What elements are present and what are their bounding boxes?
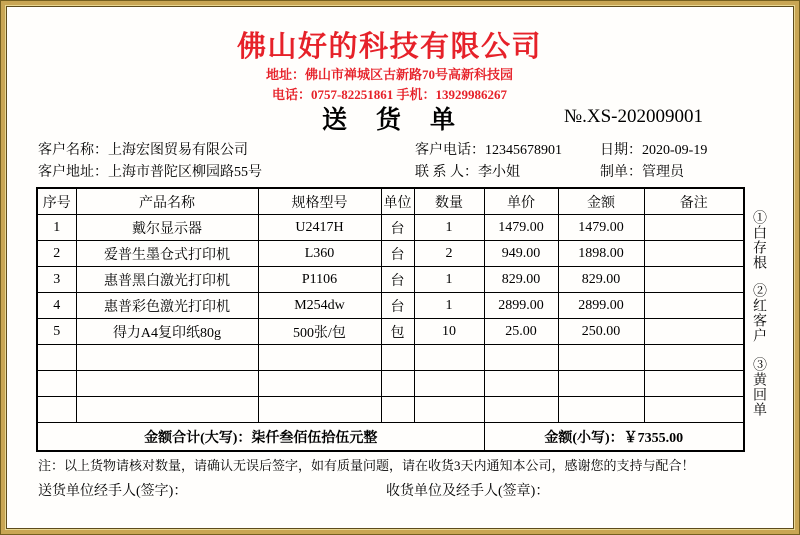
empty-cell [76,371,258,397]
copy-label-red-customer: ②红客户 [751,283,766,343]
cell-amount: 2899.00 [558,293,644,319]
empty-cell [258,371,381,397]
cell-spec: 500张/包 [258,319,381,345]
empty-cell [381,345,414,371]
contact-person-label: 联 系 人： [415,165,478,180]
col-header-serial: 序号 [37,188,76,215]
empty-table-row [37,345,744,371]
table-row [37,293,744,319]
total-amount-in-figures [484,423,744,452]
empty-cell [484,371,558,397]
cell-remark [644,293,744,319]
company-phone: 电话：0757-82251861 手机：13929986267 [271,87,508,102]
cell-serial: 3 [37,267,76,293]
copy-label-yellow-receipt: ③黄回单 [751,357,766,417]
customer-address-value: 上海市普陀区柳园路55号 [108,165,262,180]
customer-address-field [38,161,262,181]
cell-unit: 台 [381,267,414,293]
col-header-remark: 备注 [644,188,744,215]
total-small-value: ￥7355.00 [623,430,684,446]
empty-cell [558,371,644,397]
empty-table-row [37,371,744,397]
empty-cell [484,397,558,423]
empty-cell [644,397,744,423]
empty-cell [558,397,644,423]
receiver-signature-label: 收货单位及经手人(签章)： [386,484,550,499]
cell-remark [644,215,744,241]
table-row [37,267,744,293]
empty-cell [37,345,76,371]
cell-unit-price: 949.00 [484,241,558,267]
cell-qty: 1 [414,215,484,241]
table-header-row [37,188,744,215]
company-address: 地址：佛山市禅城区古新路70号高新科技园 [265,67,513,82]
cell-product-name: 惠普黑白激光打印机 [76,267,258,293]
empty-cell [414,345,484,371]
empty-cell [76,345,258,371]
preparer-label: 制单： [600,165,642,180]
customer-phone-field [415,139,562,159]
col-header-product-name: 产品名称 [76,188,258,215]
cell-qty: 10 [414,319,484,345]
table-row [37,319,744,345]
empty-cell [258,345,381,371]
cell-product-name: 戴尔显示器 [76,215,258,241]
customer-phone-label: 客户电话： [415,143,485,158]
empty-cell [644,371,744,397]
cell-product-name: 惠普彩色激光打印机 [76,293,258,319]
total-small-label: 金额(小写)： [544,430,624,446]
date-label: 日期： [600,143,642,158]
empty-cell [37,397,76,423]
cell-serial: 1 [37,215,76,241]
sender-signature-label: 送货单位经手人(签字)： [38,484,188,499]
cell-amount: 1898.00 [558,241,644,267]
cell-spec: M254dw [258,293,381,319]
empty-cell [414,397,484,423]
total-row [37,423,744,452]
cell-unit: 包 [381,319,414,345]
total-caps-value: 柒仟叁佰伍拾伍元整 [251,430,378,446]
cell-amount: 829.00 [558,267,644,293]
cell-serial: 2 [37,241,76,267]
cell-unit: 台 [381,215,414,241]
cell-remark [644,241,744,267]
cell-spec: U2417H [258,215,381,241]
preparer-field [600,161,684,181]
empty-cell [381,371,414,397]
empty-cell [76,397,258,423]
cell-amount: 250.00 [558,319,644,345]
preparer-value: 管理员 [642,165,684,180]
customer-address-label: 客户地址： [38,165,108,180]
customer-phone-value: 12345678901 [485,143,562,158]
cell-amount: 1479.00 [558,215,644,241]
cell-serial: 4 [37,293,76,319]
table-row [37,241,744,267]
cell-unit-price: 1479.00 [484,215,558,241]
footer-note: 注：以上货物请核对数量，请确认无误后签字，如有质量问题，请在收货3天内通知本公司，感谢您的支持与配合！ [38,458,695,473]
document-title: 送 货 单 [321,107,457,134]
cell-qty: 1 [414,293,484,319]
empty-cell [644,345,744,371]
cell-unit-price: 2899.00 [484,293,558,319]
empty-table-row [37,397,744,423]
empty-cell [484,345,558,371]
date-value: 2020-09-19 [642,143,708,158]
col-header-spec: 规格型号 [258,188,381,215]
cell-product-name: 爱普生墨仓式打印机 [76,241,258,267]
col-header-qty: 数量 [414,188,484,215]
total-amount-in-words [37,423,484,452]
empty-cell [558,345,644,371]
table-row [37,215,744,241]
cell-unit: 台 [381,293,414,319]
cell-qty: 2 [414,241,484,267]
customer-name-value: 上海宏图贸易有限公司 [108,143,248,158]
cell-product-name: 得力A4复印纸80g [76,319,258,345]
col-header-unit: 单位 [381,188,414,215]
cell-remark [644,267,744,293]
cell-remark [644,319,744,345]
empty-cell [258,397,381,423]
contact-person-value: 李小姐 [478,165,520,180]
cell-qty: 1 [414,267,484,293]
document-number: №.XS-202009001 [564,106,703,127]
copy-label-white-stub: ①白存根 [751,210,766,270]
empty-cell [381,397,414,423]
cell-unit-price: 829.00 [484,267,558,293]
cell-spec: L360 [258,241,381,267]
col-header-amount: 金额 [558,188,644,215]
items-table [36,187,745,452]
cell-unit: 台 [381,241,414,267]
date-field [600,139,707,159]
document-content [36,0,743,535]
col-header-unit-price: 单价 [484,188,558,215]
total-caps-label: 金额合计(大写)： [144,430,252,446]
cell-unit-price: 25.00 [484,319,558,345]
empty-cell [414,371,484,397]
cell-serial: 5 [37,319,76,345]
cell-spec: P1106 [258,267,381,293]
contact-person-field [415,161,520,181]
customer-name-field [38,139,248,159]
customer-name-label: 客户名称： [38,143,108,158]
company-name: 佛山好的科技有限公司 [236,31,542,63]
empty-cell [37,371,76,397]
